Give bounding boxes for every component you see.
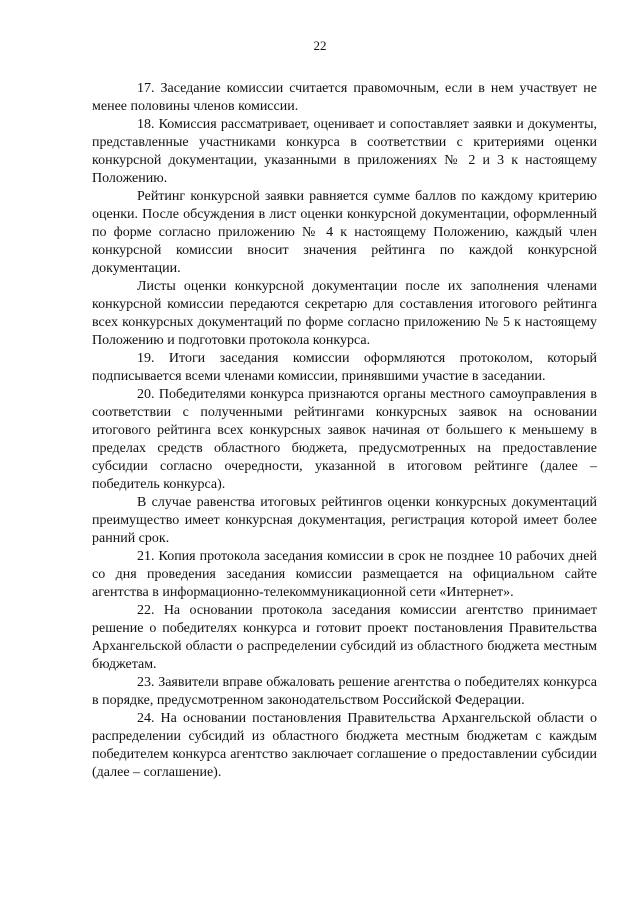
paragraph-evaluation-sheets: Листы оценки конкурсной документации после их заполнения членами конкурсной комиссии передаются секретарю для составления итогового рейтинга всех конкурсных документаций по форме согласно приложению № 5 к настоящему Положению и подготовки протокола конкурса. (92, 279, 597, 348)
paragraph-24: 24. На основании постановления Правительства Архангельской области о распределении субсидий из областного бюджета местным бюджетам с каждым победителем конкурса агентство заключает соглашение о предоставлении субсидии (далее – соглашение). (92, 711, 597, 780)
paragraph-19: 19. Итоги заседания комиссии оформляются протоколом, который подписывается всеми членами комиссии, принявшими участие в заседании. (92, 351, 597, 384)
paragraph-20: 20. Победителями конкурса признаются органы местного самоуправления в соответствии с полученными рейтингами конкурсных заявок на основании итогового рейтинга всех конкурсных заявок начиная от большего к меньшему в пределах средств областного бюджета, предусмотренных на предоставление субсидии согласно очередности, указанной в итоговом рейтинге (далее – победитель конкурса). (92, 387, 597, 492)
page-number: 22 (313, 38, 327, 53)
document-body (92, 80, 597, 782)
paragraph-rating: Рейтинг конкурсной заявки равняется сумме баллов по каждому критерию оценки. После обсуждения в лист оценки конкурсной документации, оформленный по форме согласно приложению № 4 к настоящему Положению, каждый член конкурсной комиссии вносит значения рейтинга по каждой конкурсной документации. (92, 189, 597, 276)
paragraph-18: 18. Комиссия рассматривает, оценивает и сопоставляет заявки и документы, представленные участниками конкурса в соответствии с критериями оценки конкурсной документации, указанными в приложениях № 2 и 3 к настоящему Положению. (92, 117, 597, 186)
paragraph-17: 17. Заседание комиссии считается правомочным, если в нем участвует не менее половины членов комиссии. (92, 81, 597, 114)
paragraph-22: 22. На основании протокола заседания комиссии агентство принимает решение о победителях конкурса и готовит проект постановления Правительства Архангельской области о распределении субсидий из областного бюджета местным бюджетам. (92, 603, 597, 672)
paragraph-23: 23. Заявители вправе обжаловать решение агентства о победителях конкурса в порядке, предусмотренном законодательством Российской Федерации. (92, 675, 597, 708)
paragraph-tie-rule: В случае равенства итоговых рейтингов оценки конкурсных документаций преимущество имеет конкурсная документация, регистрация которой имеет более ранний срок. (92, 495, 597, 546)
paragraph-21: 21. Копия протокола заседания комиссии в срок не позднее 10 рабочих дней со дня проведения заседания комиссии размещается на официальном сайте агентства в информационно-телекоммуникационной сети «Интернет». (92, 549, 597, 600)
